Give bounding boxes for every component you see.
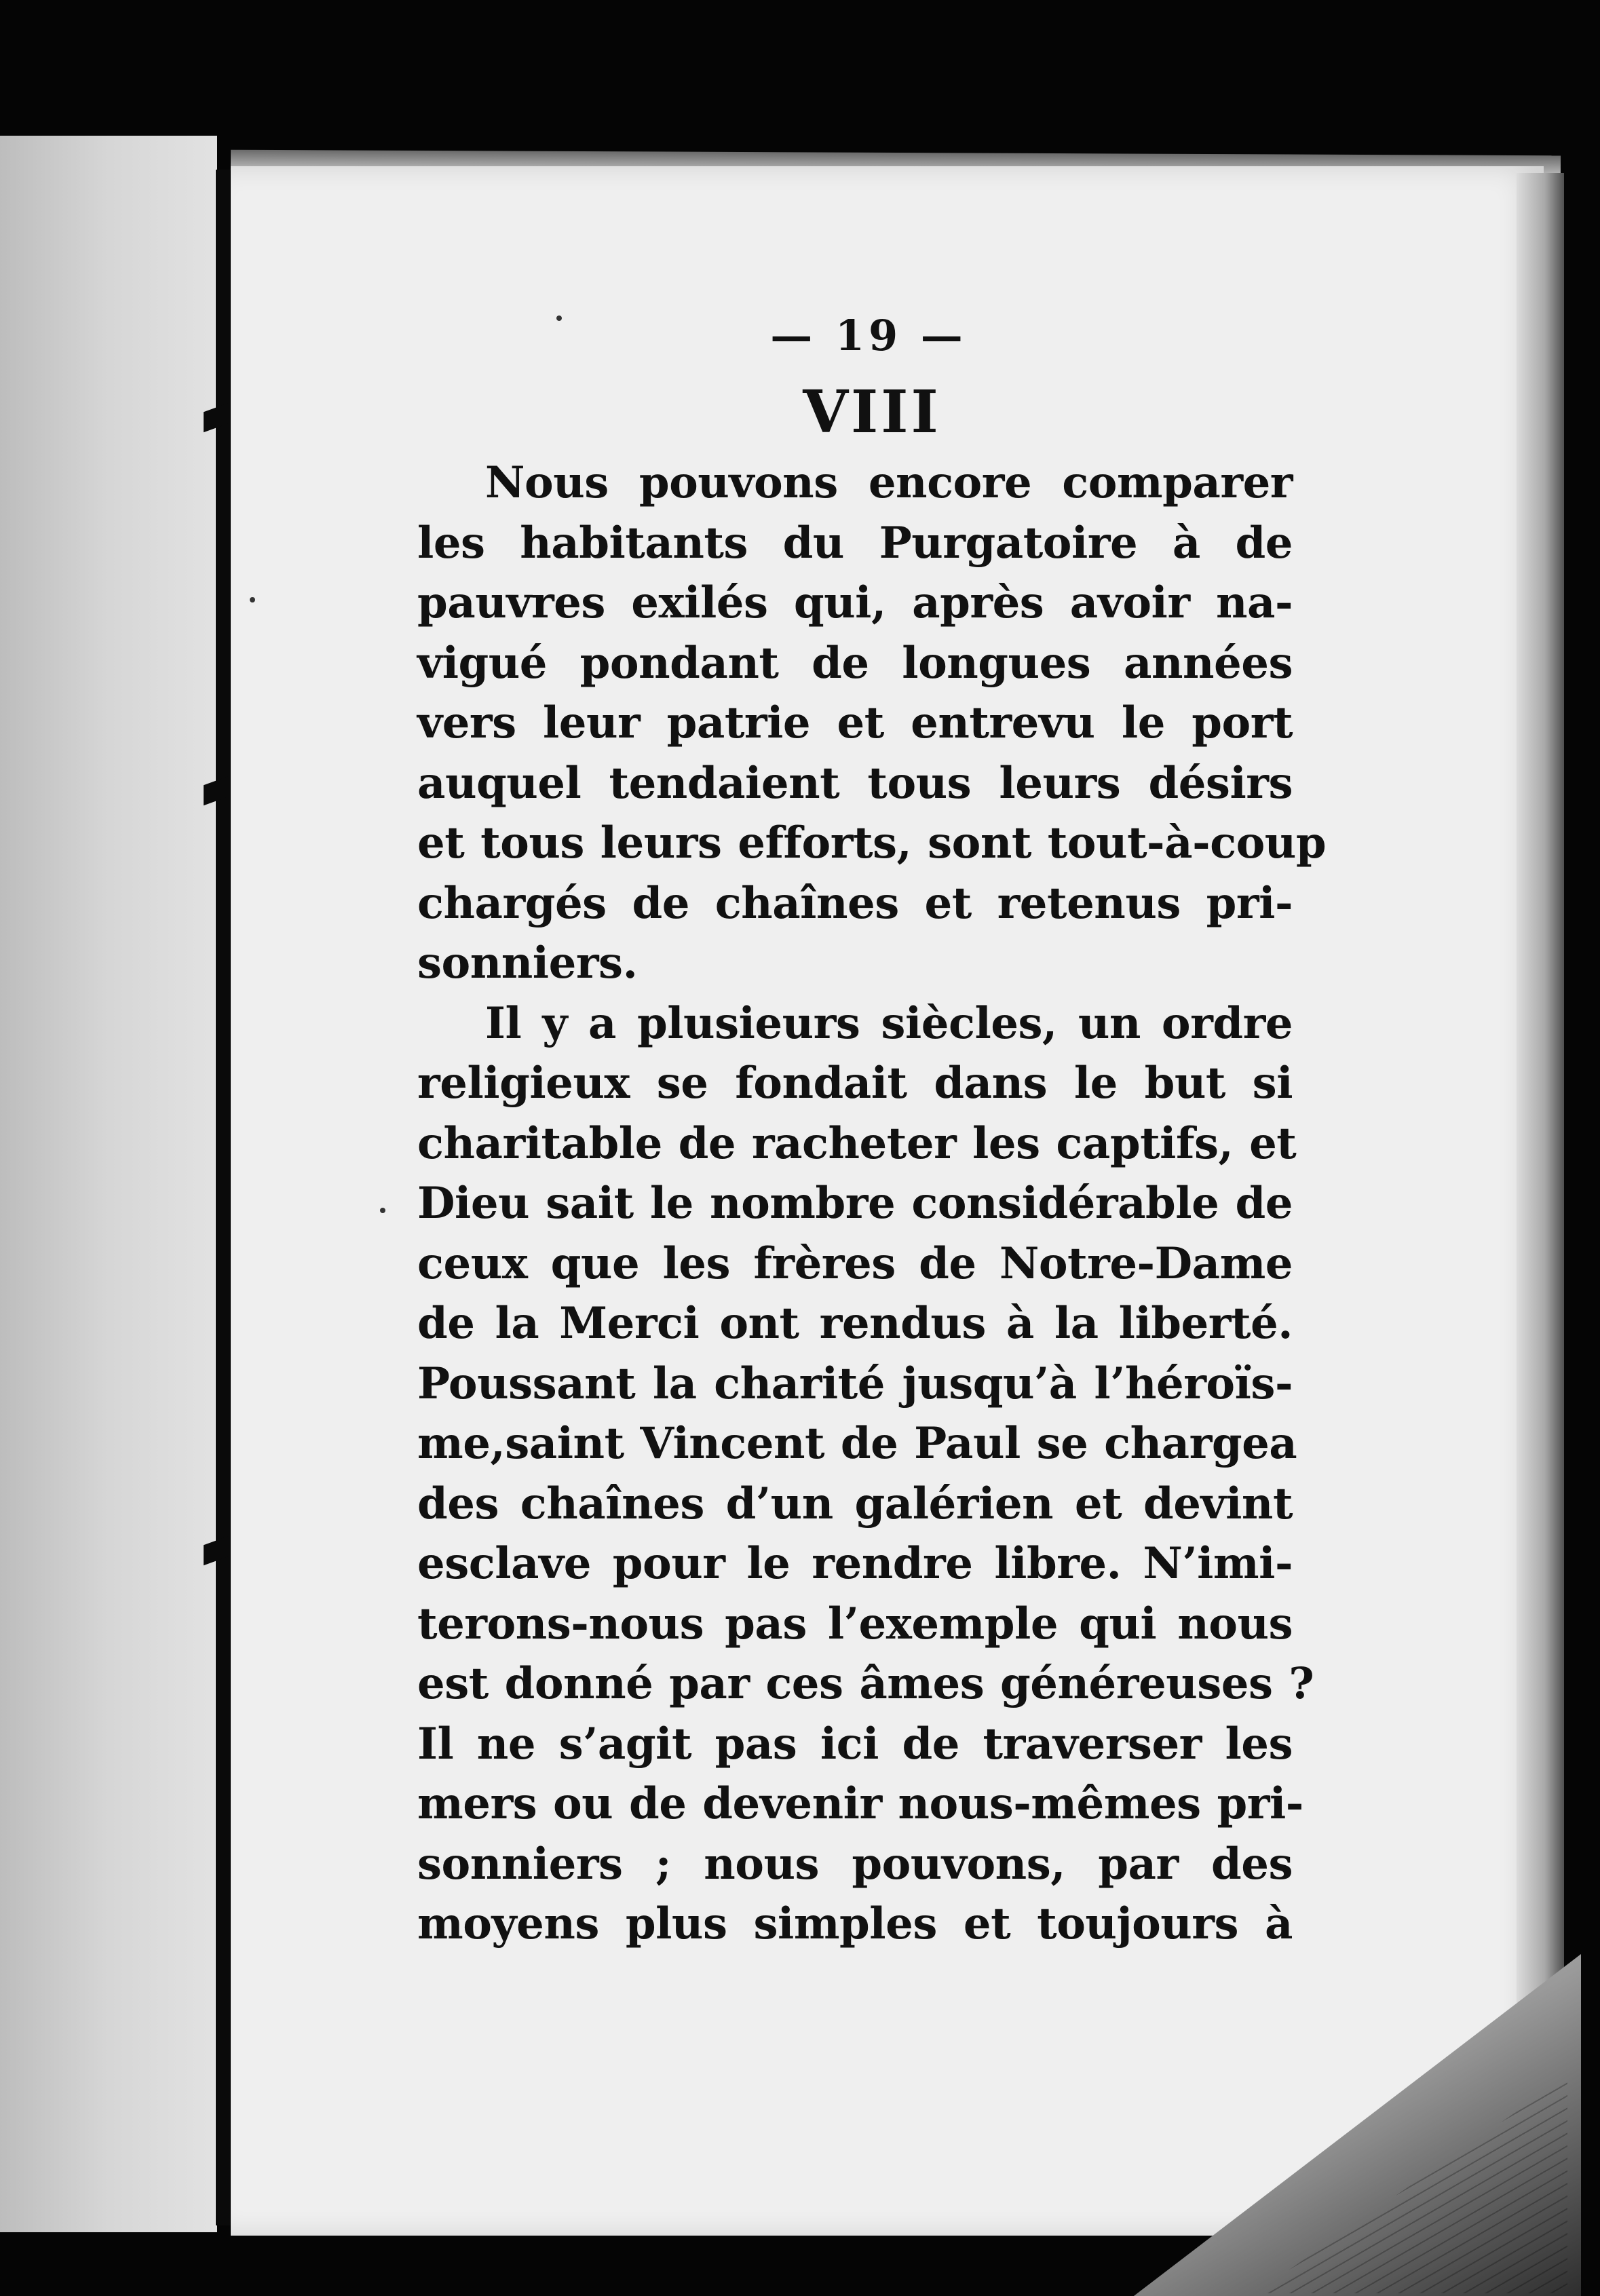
- left-page-edge: [0, 136, 217, 2232]
- text-line: des chaînes d’un galérien et devint: [417, 1478, 1293, 1529]
- text-line: chargés de chaînes et retenus pri-: [417, 877, 1293, 929]
- text-line: de la Merci ont rendus à la liberté.: [417, 1298, 1293, 1349]
- text-line: esclave pour le rendre libre. N’imi-: [417, 1538, 1293, 1589]
- text-line: Dieu sait le nombre considérable de: [417, 1178, 1293, 1229]
- text-line: me,saint Vincent de Paul se chargea: [417, 1418, 1297, 1469]
- chapter-heading: VIII: [803, 378, 941, 446]
- text-line: vigué pondant de longues années: [417, 637, 1293, 689]
- text-line: les habitants du Purgatoire à de: [417, 517, 1293, 569]
- text-line: terons-nous pas l’exemple qui nous: [417, 1598, 1293, 1649]
- text-line: charitable de racheter les captifs, et: [417, 1117, 1297, 1169]
- ink-speck: [250, 597, 255, 602]
- text-line: religieux se fondait dans le but si: [417, 1058, 1293, 1109]
- ink-speck: [380, 1208, 385, 1213]
- text-line: mers ou de devenir nous-mêmes pri-: [417, 1778, 1303, 1829]
- text-line: et tous leurs efforts, sont tout-à-coup: [417, 818, 1327, 868]
- text-line: est donné par ces âmes généreuses ?: [417, 1658, 1314, 1709]
- text-line: moyens plus simples et toujours à: [417, 1898, 1293, 1949]
- text-line: pauvres exilés qui, après avoir na-: [417, 577, 1293, 628]
- book-spine: [216, 170, 231, 2225]
- body-text: [417, 453, 1327, 1955]
- text-line: sonniers ; nous pouvons, par des: [417, 1838, 1293, 1890]
- page-number: — 19 —: [770, 311, 967, 360]
- text-line: sonniers.: [417, 938, 638, 989]
- text-line: auquel tendaient tous leurs désirs: [417, 757, 1293, 809]
- text-line: Il y a plusieurs siècles, un ordre: [485, 997, 1293, 1049]
- page-right-edge: [1517, 173, 1564, 2120]
- text-line: Nous pouvons encore comparer: [485, 457, 1293, 508]
- text-line: Il ne s’agit pas ici de traverser les: [417, 1718, 1293, 1769]
- text-line: vers leur patrie et entrevu le port: [417, 697, 1293, 748]
- page-text-block: [417, 305, 1327, 1955]
- text-line: Poussant la charité jusqu’à l’héroïs-: [417, 1358, 1293, 1409]
- text-line: ceux que les frères de Notre-Dame: [417, 1238, 1293, 1289]
